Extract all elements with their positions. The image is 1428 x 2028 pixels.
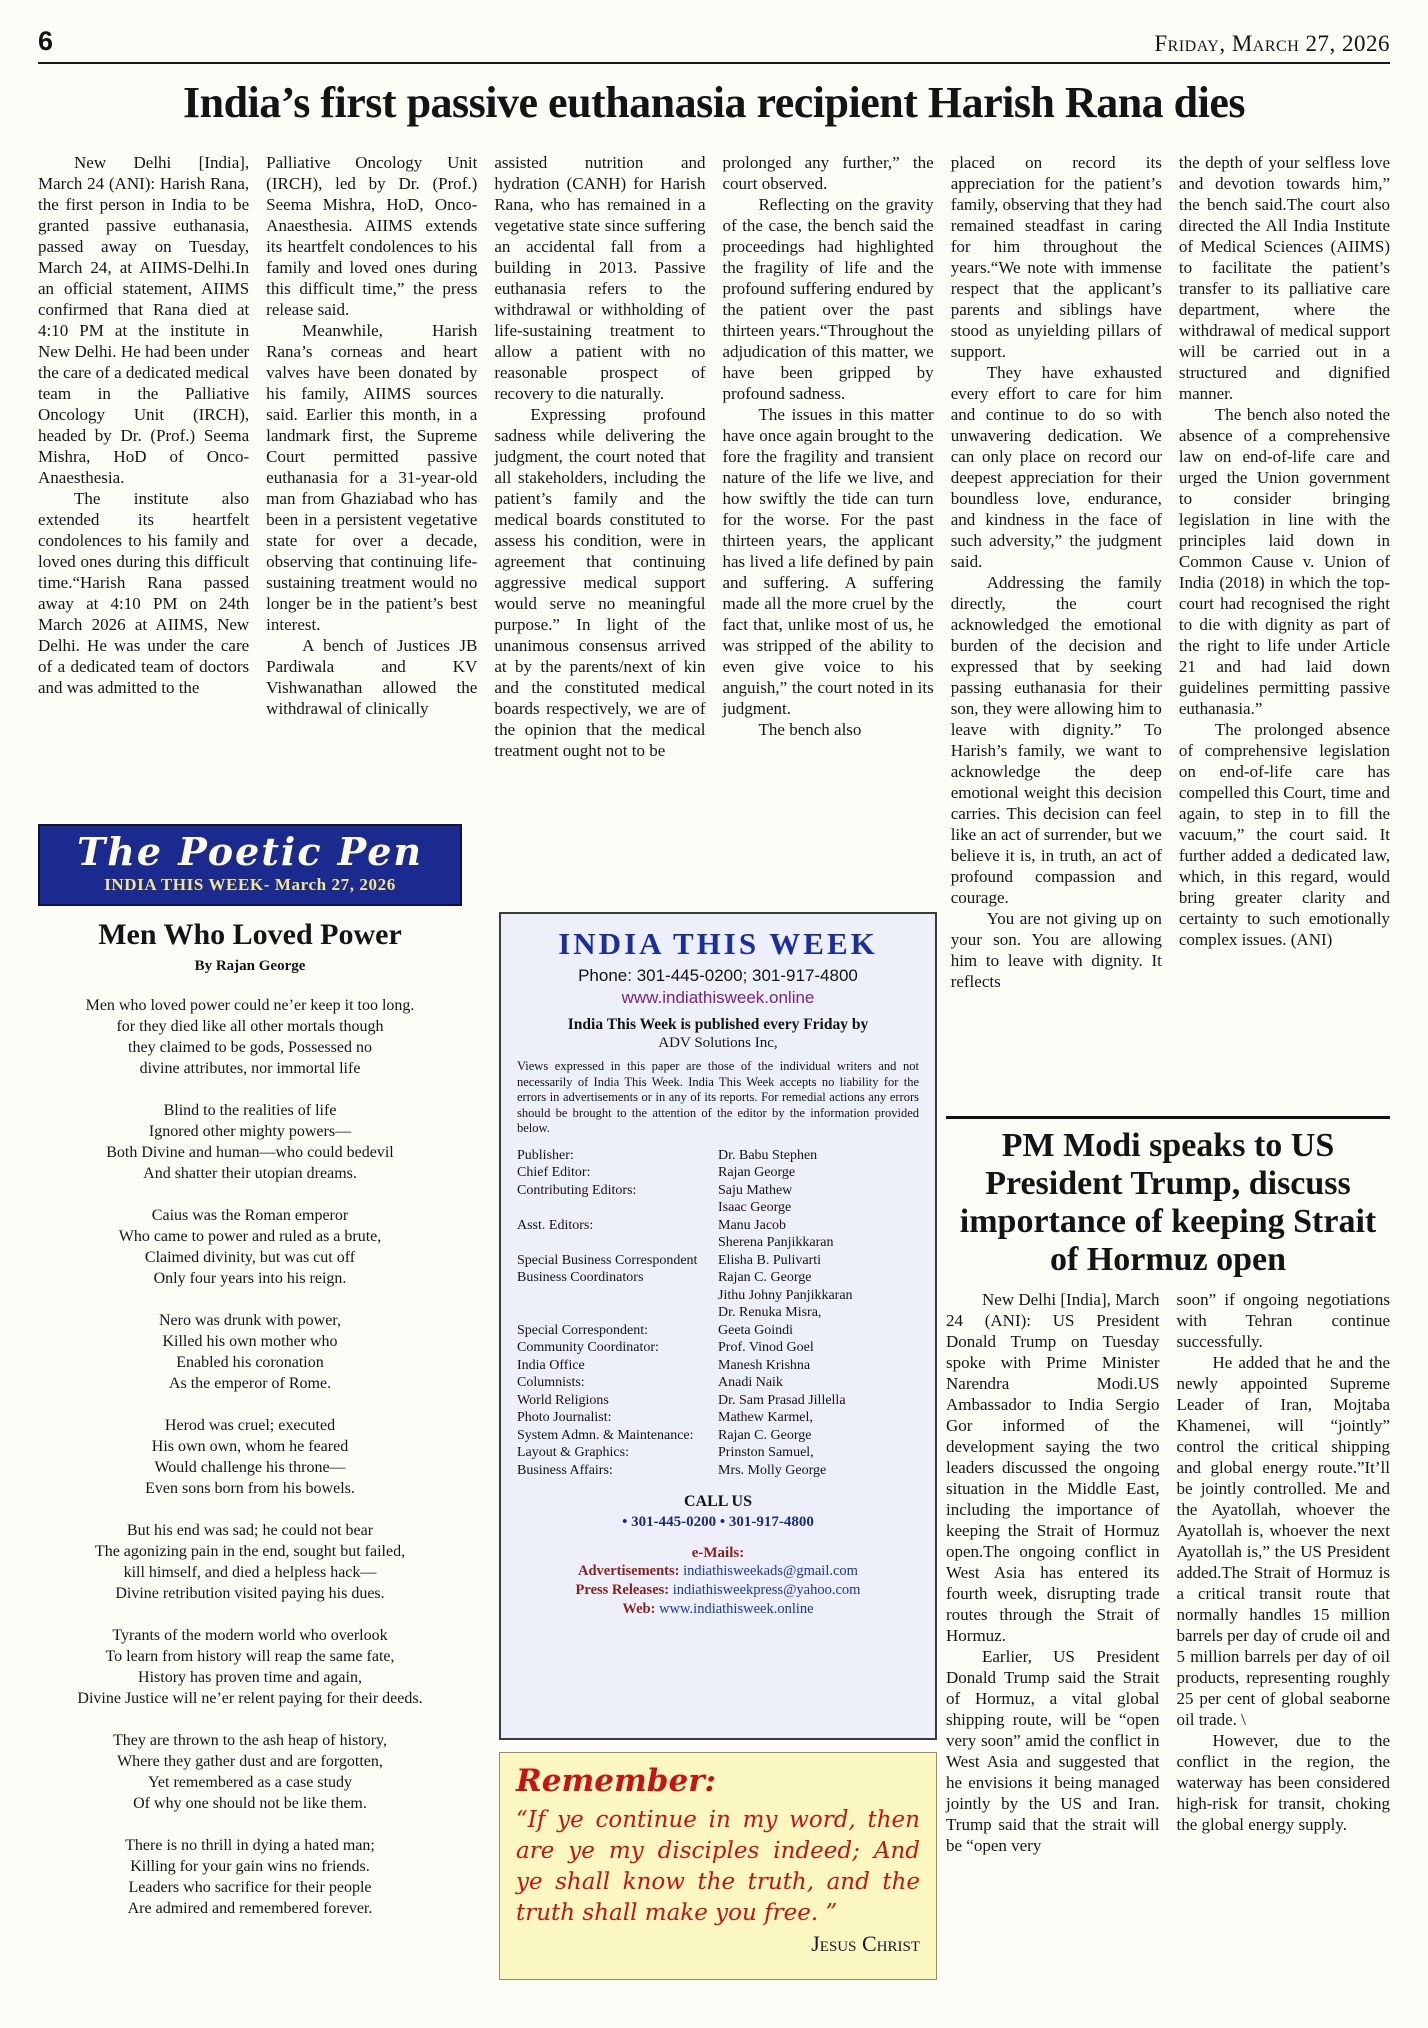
staff-row: [517, 1269, 919, 1322]
poem-line: As the emperor of Rome.: [168, 1374, 332, 1392]
poem-line: Enabled his coronation: [176, 1353, 324, 1371]
poem-line: Men who loved power could ne’er keep it too long.: [85, 996, 415, 1014]
staff-row: [517, 1339, 919, 1357]
poem-line: Caius was the Roman emperor: [151, 1206, 349, 1224]
poem-line: Are admired and remembered forever.: [127, 1899, 373, 1917]
staff-name: Manesh Krishna: [718, 1357, 811, 1373]
staff-row: [517, 1147, 919, 1165]
poem-stanza-5: [38, 1415, 462, 1499]
staff-names: [718, 1462, 919, 1480]
call-us-heading: CALL US: [683, 1493, 753, 1510]
staff-name: Saju Mathew: [718, 1182, 793, 1198]
staff-name: Prof. Vinod Goel: [718, 1340, 814, 1355]
staff-role: Business Affairs:: [517, 1462, 613, 1478]
staff-names: [718, 1147, 919, 1165]
paragraph: Reflecting on the gravity of the case, the bench said the proceedings had highlighted the fragility of life and the profound suffering endured by the patient over the past thirteen years.“Throughout the adjudication of this matter, we have been gripped by profound sadness.: [722, 195, 934, 403]
staff-names: [718, 1217, 919, 1252]
paragraph: New Delhi [India], March 24 (ANI): US President Donald Trump on Tuesday spoke with Prime Minister Narendra Modi.US Ambassador to India Sergio Gor informed of the development saying the two leaders discussed the ongoing situation in the Middle East, including the importance of keeping the Strait of Hormuz open.The ongoing conflict in West Asia has entered its fourth week, disrupting trade routes through the Strait of Hormuz.: [946, 1290, 1160, 1646]
staff-name: Elisha B. Pulivarti: [718, 1252, 822, 1268]
poem-line: for they died like all other mortals though: [116, 1017, 384, 1035]
staff-name: Manu Jacob: [718, 1217, 787, 1233]
paragraph: The prolonged absence of comprehensive legislation on end-of-life care has compelled this Court, time and again, to step in to fill the vacuum,” the court said. It further added a dedicated law, which, in this regard, would bring greater clarity and certainty to such emotionally complex issues. (ANI): [1178, 720, 1391, 949]
staff-row: [517, 1357, 919, 1375]
staff-role: Chief Editor:: [517, 1165, 591, 1180]
poem-line: Nero was drunk with power,: [159, 1311, 341, 1329]
staff-row: [517, 1374, 919, 1392]
poem-line: Would challenge his throne—: [154, 1458, 346, 1476]
email-line: [517, 1600, 919, 1619]
staff-names: [718, 1427, 919, 1445]
poem-line: Leaders who sacrifice for their people: [128, 1878, 372, 1896]
poem-line: Yet remembered as a case study: [147, 1773, 353, 1791]
poem-line: kill himself, and died a helpless hack—: [123, 1563, 377, 1581]
paragraph: prolonged any further,” the court observed.: [722, 153, 934, 193]
masthead-website-link[interactable]: www.indiathisweek.online: [621, 988, 815, 1007]
email-label: Press Releases:: [575, 1582, 673, 1598]
staff-role: Special Correspondent:: [517, 1322, 649, 1338]
disclaimer-text: Views expressed in this paper are those of the individual writers and not necessarily of India This Week. India This Week accepts no liability for the errors in advertisements or in any of its reports. For remedial actions any errors should be brought to the attention of the editor by the information provided below.: [517, 1059, 919, 1135]
remember-heading: Remember:: [516, 1763, 716, 1799]
poetic-pen-banner: [38, 824, 462, 906]
staff-names: [718, 1374, 919, 1392]
staff-name: Sherena Panjikkaran: [718, 1235, 834, 1250]
poem-line: Claimed divinity, but was cut off: [144, 1248, 356, 1266]
paragraph: placed on record its appreciation for the patient’s family, observing that they had remained steadfast in caring for him throughout the years.“We note with immense respect that the applicant’s parents and siblings have stood as unyielding pillars of support.: [950, 153, 1162, 361]
poetic-pen-section: [38, 824, 462, 1940]
staff-names: [718, 1392, 919, 1410]
poem-stanza-4: [38, 1310, 462, 1394]
staff-name: Rajan C. George: [718, 1427, 812, 1443]
main-article-column-4: [723, 152, 934, 992]
main-article-column-3: [494, 152, 705, 992]
poem-line: Herod was cruel; executed: [164, 1416, 336, 1434]
page-number: 6: [38, 26, 54, 56]
poem-line: Tyrants of the modern world who overlook: [112, 1626, 388, 1644]
call-us-numbers: • 301-445-0200 • 301-917-4800: [622, 1514, 814, 1530]
poem-line: Blind to the realities of life: [163, 1101, 337, 1119]
poem-line: And shatter their utopian dreams.: [143, 1164, 357, 1182]
staff-name: Rajan C. George: [718, 1270, 812, 1285]
staff-role: System Admn. & Maintenance:: [517, 1427, 694, 1443]
poem-stanza-2: [38, 1100, 462, 1184]
poem-line: Of why one should not be like them.: [133, 1794, 367, 1812]
staff-role: Layout & Graphics:: [517, 1445, 629, 1460]
poem-line: Who came to power and ruled as a brute,: [118, 1227, 382, 1245]
main-article-column-6: [1179, 152, 1390, 992]
staff-row: [517, 1427, 919, 1445]
staff-role: Photo Journalist:: [517, 1410, 612, 1425]
staff-name: Anadi Naik: [718, 1375, 783, 1390]
poem-stanza-1: [38, 995, 462, 1079]
poem-line: Divine Justice will ne’er relent paying for their deeds.: [77, 1689, 423, 1707]
staff-row: [517, 1409, 919, 1427]
poem-line: Killed his own mother who: [162, 1332, 338, 1350]
staff-row: [517, 1164, 919, 1182]
email-link[interactable]: indiathisweekads@gmail.com: [683, 1563, 858, 1579]
email-label: Web:: [622, 1601, 660, 1617]
publisher-company: ADV Solutions Inc,: [658, 1035, 778, 1051]
staff-names: [718, 1164, 919, 1182]
paragraph: Meanwhile, Harish Rana’s corneas and heart valves have been donated by his family, AIIMS sources said. Earlier this month, in a landmark first, the Supreme Court permitted passive euthanasia for a 31-year-old man from Ghaziabad who has been in a persistent vegetative state for over a decade, observing that continuing life-sustaining treatment would no longer be in the patient’s best interest.: [266, 321, 478, 634]
email-label: Advertisements:: [578, 1563, 684, 1579]
scripture-quote: “If ye continue in my word, then are ye my disciples indeed; And ye shall know the truth, and the truth shall make you free. ”: [516, 1807, 920, 1927]
staff-names: [718, 1252, 919, 1270]
poem-line: Where they gather dust and are forgotten,: [117, 1752, 383, 1770]
staff-row: [517, 1444, 919, 1462]
staff-name: Mrs. Molly George: [718, 1462, 827, 1478]
emails-heading: e-Mails:: [691, 1545, 745, 1561]
staff-role: Community Coordinator:: [517, 1340, 659, 1355]
poem-line: Ignored other mighty powers—: [148, 1122, 352, 1140]
staff-row: [517, 1322, 919, 1340]
poetic-pen-subtitle: INDIA THIS WEEK- March 27, 2026: [104, 874, 396, 894]
poem-line: Both Divine and human—who could bedevil: [106, 1143, 394, 1161]
poem-line: Only four years into his reign.: [153, 1269, 347, 1287]
paragraph: The bench also: [758, 720, 862, 739]
poem-stanza-9: [38, 1835, 462, 1919]
paragraph: However, due to the conflict in the region, the waterway has been considered high-risk for transit, choking the global energy supply.: [1176, 1731, 1390, 1835]
poem-line: History has proven time and again,: [138, 1668, 362, 1686]
staff-name: Geeta Goindi: [718, 1322, 794, 1338]
pm-article-column-1: [946, 1289, 1160, 1856]
published-line: India This Week is published every Friday by: [567, 1016, 869, 1033]
masthead-box: [499, 912, 937, 1740]
staff-role: Columnists:: [517, 1375, 585, 1390]
poem-stanza-8: [38, 1730, 462, 1814]
poem-line: Even sons born from his bowels.: [145, 1479, 355, 1497]
poem-line: The agonizing pain in the end, sought but failed,: [94, 1542, 406, 1560]
staff-row: [517, 1462, 919, 1480]
staff-name: Dr. Renuka Misra,: [718, 1305, 822, 1320]
paragraph: Addressing the family directly, the court acknowledged the emotional burden of the decision and expressed that by seeking passing euthanasia for their son, they were allowing him to leave with dignity.” To Harish’s family, we want to acknowledge the deep emotional weight this decision carries. This decision can feel like an act of surrender, but we believe it is, in truth, an act of profound compassion and courage.: [950, 573, 1162, 907]
poem-line: divine attributes, nor immortal life: [139, 1059, 361, 1077]
staff-names: [718, 1269, 919, 1322]
paragraph: The issues in this matter have once again brought to the fore the fragility and transient nature of the life we live, and how swiftly the tide can turn for the worse. For the past thirteen years, the applicant has lived a life defined by pain and suffering. A suffering made all the more cruel by the fact that, unlike most of us, he was stripped of the ability to even give voice to his anguish,” the court noted in its judgment.: [722, 405, 934, 718]
page-date: Friday, March 27, 2026: [1154, 31, 1390, 56]
poem-byline: By Rajan George: [194, 957, 306, 974]
paragraph: Expressing profound sadness while delivering the judgment, the court noted that all stakeholders, including the patient’s family and the medical boards constituted to assess his condition, were in agreement that continuing aggressive medical support would serve no meaningful purpose.” In light of the unanimous consensus arrived at by the parents/next of kin and the constituted medical boards respectively, we are of the opinion that the medical treatment ought not to be: [494, 405, 706, 760]
paragraph: The bench also noted the absence of a comprehensive law on end-of-life care and urged the Union government to consider bringing legislation in line with the principles laid down in Common Cause v. Union of India (2018) in which the top-court had recognised the right to die with dignity as part of the right to life under Article 21 and had laid down guidelines permitting passive euthanasia.”: [1178, 405, 1391, 718]
staff-name: Prinston Samuel,: [718, 1445, 814, 1460]
paragraph: He added that he and the newly appointed Supreme Leader of Iran, Mojtaba Khamenei, will “jointly” control the critical shipping and global energy route.”It’ll be jointly controlled. Me and the Ayatollah, whoever the Ayatollah is, whoever the next Ayatollah is,” the US President added.The Strait of Hormuz is a critical transit route that normally handles 15 million barrels per day of crude oil and 5 million barrels per day of oil products, representing roughly 25 per cent of global seaborne oil trade. \: [1176, 1353, 1390, 1730]
poem-line: Divine retribution visited paying his dues.: [115, 1584, 385, 1602]
poem-line: they claimed to be gods, Possessed no: [128, 1038, 372, 1056]
staff-role: World Religions: [517, 1392, 609, 1408]
paragraph: the depth of your selfless love and devotion towards him,” the bench said.The court also directed the All India Institute of Medical Sciences (AIIMS) to facilitate the patient’s transfer to its palliative care department, where the withdrawal of medical support will be carried out in a structured and dignified manner.: [1178, 153, 1391, 403]
page-header: [38, 28, 1390, 64]
staff-row: [517, 1182, 919, 1217]
paragraph: They have exhausted every effort to care for him and continue to do so with unwavering dedication. We can only place on record our deepest appreciation for their boundless love, endurance, and kindness in the face of such adversity,” the judgment said.: [950, 363, 1162, 571]
staff-name: Isaac George: [718, 1200, 792, 1215]
main-headline: India’s first passive euthanasia recipient Harish Rana dies: [182, 78, 1246, 127]
staff-role: Contributing Editors:: [517, 1182, 637, 1198]
staff-name: Dr. Sam Prasad Jillella: [718, 1392, 846, 1408]
remember-box: [499, 1752, 937, 1980]
staff-name: Dr. Babu Stephen: [718, 1147, 818, 1163]
paragraph: New Delhi [India], March 24 (ANI): Harish Rana, the first person in India to be granted passive euthanasia, passed away on Tuesday, March 24, at AIIMS-Delhi.In an official statement, AIIMS confirmed that Rana died at 4:10 PM at the institute in New Delhi. He had been under the care of a dedicated medical team in the Palliative Oncology Unit (IRCH), headed by Dr. (Prof.) Seema Mishra, HoD of Onco-Anaesthesia.: [38, 153, 250, 487]
masthead-title: INDIA THIS WEEK: [558, 926, 878, 961]
paragraph: Earlier, US President Donald Trump said the Strait of Hormuz, a vital global shipping route, will be “open very soon” amid the conflict in West Asia and suggested that he envisions it being managed jointly by the US and Iran. Trump said that the strait will be “open very: [946, 1647, 1160, 1856]
poem-line: His own own, whom he feared: [151, 1437, 349, 1455]
staff-role: Business Coordinators: [517, 1270, 644, 1285]
staff-names: [718, 1409, 919, 1427]
staff-row: [517, 1217, 919, 1252]
staff-names: [718, 1339, 919, 1357]
staff-name: Rajan George: [718, 1165, 796, 1180]
staff-names: [718, 1357, 919, 1375]
paragraph: assisted nutrition and hydration (CANH) for Harish Rana, who has remained in a vegetative state since suffering an accidental fall from a building in 2013. Passive euthanasia refers to the withdrawal or withholding of life-sustaining treatment to allow a patient with no reasonable prospect of recovery to die naturally.: [494, 153, 706, 403]
masthead-phone: Phone: 301-445-0200; 301-917-4800: [578, 966, 858, 985]
paragraph: You are not giving up on your son. You are allowing him to leave with dignity. It reflects: [950, 909, 1162, 991]
staff-list: [517, 1147, 919, 1480]
email-link[interactable]: indiathisweekpress@yahoo.com: [672, 1582, 861, 1598]
staff-names: [718, 1444, 919, 1462]
pm-article-body: [946, 1289, 1390, 1856]
poem-line: There is no thrill in dying a hated man;: [125, 1836, 375, 1854]
quote-attribution: Jesus Christ: [811, 1931, 920, 1957]
poetic-pen-title: The Poetic Pen: [76, 829, 424, 874]
staff-role: Asst. Editors:: [517, 1217, 594, 1233]
poem-stanza-3: [38, 1205, 462, 1289]
email-list: [517, 1562, 919, 1619]
paragraph: A bench of Justices JB Pardiwala and KV Vishwanathan allowed the withdrawal of clinically: [266, 636, 478, 718]
staff-names: [718, 1322, 919, 1340]
poem-title: Men Who Loved Power: [98, 917, 402, 951]
poem-line: Killing for your gain wins no friends.: [130, 1857, 370, 1875]
staff-role: Special Business Correspondent: [517, 1252, 698, 1268]
paragraph: The institute also extended its heartfelt condolences to his family and loved ones during this difficult time.“Harish Rana passed away at 4:10 PM on 24th March 2026 at AIIMS, New Delhi. He was under the care of a dedicated team of doctors and was admitted to the: [38, 489, 250, 697]
poem-body: [38, 995, 462, 1919]
poem-stanza-7: [38, 1625, 462, 1709]
paragraph: soon” if ongoing negotiations with Tehran continue successfully.: [1176, 1290, 1390, 1352]
staff-name: Jithu Johny Panjikkaran: [718, 1287, 853, 1303]
email-link[interactable]: www.indiathisweek.online: [659, 1601, 814, 1617]
staff-role: Publisher:: [517, 1147, 574, 1163]
staff-row: [517, 1252, 919, 1270]
staff-role: India Office: [517, 1357, 585, 1373]
poem-stanza-6: [38, 1520, 462, 1604]
email-line: [517, 1562, 919, 1581]
pm-article-column-2: [1177, 1289, 1391, 1856]
staff-names: [718, 1182, 919, 1217]
pm-article-headline: PM Modi speaks to US President Trump, discuss importance of keeping Strait of Hormuz open: [959, 1127, 1377, 1279]
staff-name: Mathew Karmel,: [718, 1410, 813, 1425]
pm-modi-article: [946, 1116, 1390, 1856]
poem-line: But his end was sad; he could not bear: [126, 1521, 374, 1539]
staff-row: [517, 1392, 919, 1410]
poem-line: To learn from history will reap the same fate,: [105, 1647, 395, 1665]
main-article-column-5: [951, 152, 1162, 992]
paragraph: Palliative Oncology Unit (IRCH), led by Dr. (Prof.) Seema Mishra, HoD, Onco-Anaesthesia. AIIMS extends its heartfelt condolences to his family and loved ones during this difficult time,” the press release said.: [266, 153, 478, 319]
email-line: [517, 1581, 919, 1600]
poem-line: They are thrown to the ash heap of history,: [113, 1731, 387, 1749]
